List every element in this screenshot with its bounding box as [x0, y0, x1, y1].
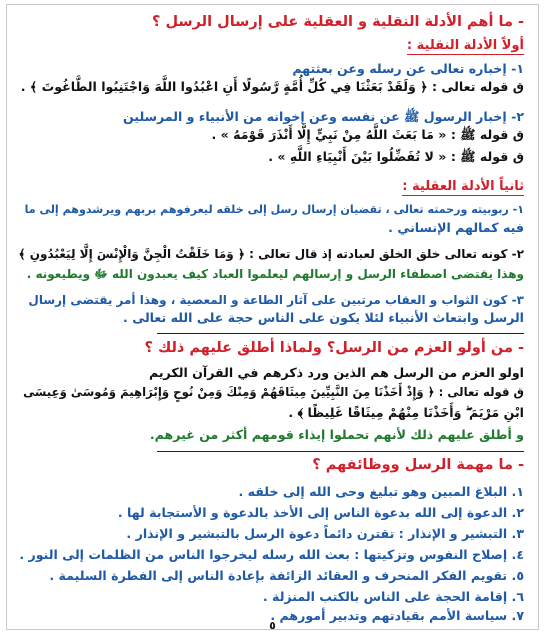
aqli-item-2-line-2: وهذا يقتضى اصطفاء الرسل و إرسالهم ليعلموا العباد كيف يعبدون الله ﷻ ويطيعونه .: [26, 267, 524, 281]
aqli-item-3-line-1: ٣- كون الثواب و العقاب مرتبين على آثار الطاعة و المعصية ، وهذا أمر يقتضى إرسال: [28, 293, 524, 307]
q2-answer-quote-line-2: ابْنِ مَرْيَمَ ۖ وَأَخَذْنَا مِنْهُمْ مِيثَاقًا غَلِيظًا ﴾ .: [288, 405, 524, 420]
mission-item-5: ٥. تقويم الفكر المنحرف و العقائد الزائفة بإعادة الناس إلى الفطرة السليمة .: [49, 568, 524, 583]
naqli-item-2-quote-a: ق قوله ﷺ : « مَا بَعَثَ اللَّهُ مِنْ نَبِيٍّ إِلَّا أَنْذَرَ قَوْمَهُ » .: [211, 127, 524, 142]
page-number: ٥: [269, 619, 276, 632]
q2-answer-quote-line-1: ق قوله تعالى : ﴿ وَإِذْ أَخَذْنَا مِنَ النَّبِيِّينَ مِيثَاقَهُمْ وَمِنْكَ وَمِنْ نُوحٍ وَإِبْرَاهِيمَ وَمُوسَىٰ وَعِيسَى: [23, 385, 524, 399]
aqli-item-2-line-1: ٢- كونه تعالى خلق الخلق لعبادته إذ قال تعالى : ﴿ وَمَا خَلَقْتُ الْجِنَّ وَالْإِنْسَ إِلَّا لِيَعْبُدُونِ ﴾: [18, 247, 524, 261]
question-3-title: - ما مهمة الرسل ووظائفهم ؟: [312, 457, 524, 473]
aqli-item-3-line-2: الرسل وابتعاث الأنبياء لئلا يكون على الناس حجة على الله تعالى .: [123, 310, 524, 325]
aqli-heading: ثانياً الأدلة العقلية :: [402, 179, 524, 194]
naqli-item-1: ١- إخباره تعالى عن رسله وعن بعثتهم: [292, 61, 524, 76]
aqli-item-1-line-1: ١- ربوبيته ورحمته تعالى ، تقضيان إرسال رسل إلى خلقه ليعرفوهم بربهم ويرشدوهم إلى ما: [24, 203, 524, 216]
section-divider-2: [157, 451, 524, 452]
question-2-title: - من أولو العزم من الرسل؟ ولماذا أطلق عليهم ذلك ؟: [144, 340, 524, 356]
mission-item-6: ٦. إقامة الحجة على الناس بالكتب المنزلة .: [262, 589, 524, 604]
mission-item-1: ١. البلاغ المبين وهو تبليغ وحى الله إلى خلقه .: [238, 484, 524, 499]
aqli-item-1-line-2: فيه كمالهم الإنساني .: [388, 220, 524, 235]
question-1-title: - ما أهم الأدلة النقلية و العقلية على إرسال الرسل ؟: [152, 14, 524, 30]
q2-answer-line-1: اولو العزم من الرسل هم الذين ورد ذكرهم في القرآن الكريم: [148, 365, 524, 380]
naqli-item-1-quote: ق قوله تعالى : ﴿ وَلَقَدْ بَعَثْنَا فِي كُلِّ أُمَّةٍ رَّسُولًا أَنِ اعْبُدُوا اللَّهَ وَاجْتَنِبُوا الطَّاغُوتَ ﴾ .: [20, 79, 524, 94]
section-divider-1: [157, 333, 524, 334]
naqli-item-2-quote-b: ق قوله ﷺ : « لا تُفَضِّلُوا بَيْنَ أَنْبِيَاءِ اللَّهِ » .: [268, 149, 524, 164]
worksheet-page: [6, 4, 539, 630]
q2-answer-line-4: و أطلق عليهم ذلك لأنهم تحملوا إيذاء قومهم أكثر من غيرهم.: [149, 427, 524, 442]
mission-item-3: ٣. التبشير و الإنذار : تقترن دائماً دعوة الرسل بالتبشير و الإنذار .: [126, 526, 524, 541]
mission-item-4: ٤. إصلاح النفوس وتزكيتها : بعث الله رسله ليخرجوا الناس من الظلمات إلى النور .: [19, 547, 524, 562]
naqli-item-2: ٢- إخبار الرسول ﷺ عن نفسه وعن إخوانه من الأنبياء و المرسلين: [122, 109, 524, 124]
naqli-heading: أولاً الأدلة النقلية :: [406, 38, 524, 53]
mission-item-7: ٧. سياسة الأمم بقيادتهم وتدبير أمورهم .: [270, 608, 524, 623]
mission-item-2: ٢. الدعوة إلى الله بدعوة الناس إلى الأخذ بالدعوة و الأستجابة لها .: [117, 505, 524, 520]
